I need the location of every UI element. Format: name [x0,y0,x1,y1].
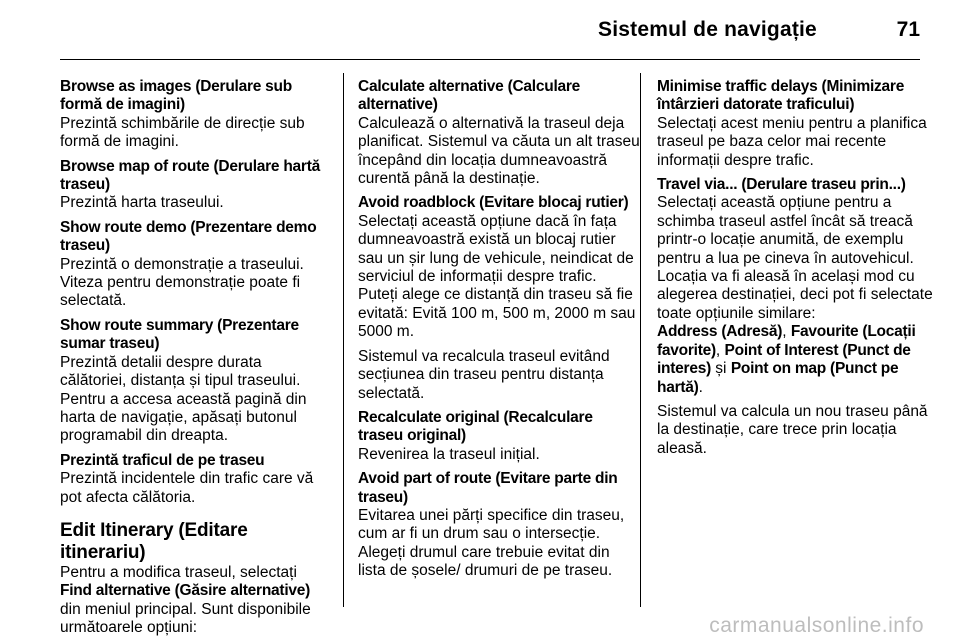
option-point-of-interest: Point of Interest (Punct de interes) [657,341,911,378]
find-alternative-term: Find alternative (Găsire alternative) [60,582,311,600]
separator: , [715,341,725,359]
section-text [60,564,328,638]
column-divider-2 [640,73,641,607]
entry-recalculate-original [358,409,640,464]
entry-title: Minimise traffic delays (Minimizare întârzieri datorate traficului) [657,78,905,114]
entry-title: Avoid roadblock (Evitare blocaj rutier) [358,194,629,212]
option-address: Address (Adresă) [657,323,783,341]
entry-minimise-traffic-delays [657,78,939,170]
entry-text: Selectați această opțiune dacă în fața dumneavoastră există un blocaj rutier sau un șir lung de vehicule, neindicat de serviciul de informații despre trafic. Puteți alege ce distanță din traseu să fie evitată: Evită 100 m, 500 m, 2000 m sau 5000 m. [358,212,636,341]
separator: și [711,360,731,378]
entry-title: Calculate alternative (Calculare alternative) [358,78,581,114]
entry-title: Prezintă traficul de pe traseu [60,451,265,469]
entry-title: Avoid part of route (Evitare parte din traseu) [358,470,618,506]
entry-title: Show route summary (Prezentare sumar traseu) [60,316,299,353]
entry-text: Prezintă o demonstrație a traseului. Viteza pentru demonstrație poate fi selectată. [60,255,304,310]
entry-travel-via [657,176,939,397]
section-text-before: Pentru a modifica traseul, selectați [60,563,297,581]
entry-show-route-demo [60,219,328,311]
entry-text: Evitarea unei părți specifice din traseu, cum ar fi un drum sau o intersecție. Alegeți drumul care trebuie evitat din lista de șosele/ drumuri de pe traseu. [358,506,625,580]
entry-avoid-part-of-route [358,470,640,580]
column-divider-1 [343,73,344,607]
column-2 [358,78,640,587]
page-number: 71 [896,18,920,41]
entry-route-traffic [60,452,328,507]
option-favourite: Favourite (Locații favorite) [657,323,916,359]
entry-avoid-roadblock [358,194,640,402]
sentence-end: . [698,378,703,396]
section-heading-edit-itinerary: Edit Itinerary (Editare itinerariu) [60,519,248,563]
section-text-after: din meniul principal. Sunt disponibile următoarele opțiuni: [60,600,311,637]
entry-title: Browse as images (Derulare sub formă de imagini) [60,78,292,114]
entry-browse-as-images [60,78,328,152]
entry-text: Calculează o alternativă la traseul deja planificat. Sistemul va căuta un alt traseu începând din locația dumneavoastră curentă până la destinație. [358,114,640,188]
option-point-on-map: Point on map (Punct pe hartă) [657,360,899,396]
entry-text: Prezintă incidentele din trafic care vă pot afecta călătoria. [60,470,314,506]
header-title: Sistemul de navigație [598,18,817,41]
column-1 [60,78,328,638]
entry-title: Show route demo (Prezentare demo traseu) [60,218,317,255]
column-3 [657,78,939,464]
header-rule [60,59,920,60]
entry-text-main: Selectați această opțiune pentru a schimba traseul astfel încât să treacă printr-o locație anumită, de exemplu pentru a lua pe cineva în autovehicul. Locația va fi aleasă în același mod cu alegerea destinației, deci pot fi selectate toate opțiunile similare: [657,194,933,322]
entry-browse-map-of-route [60,158,328,213]
entry-text-2: Sistemul va recalcula traseul evitând secțiunea din traseu pentru distanța selectată. [358,347,610,402]
closing-text: Sistemul va calcula un nou traseu până la destinație, care trece prin locația aleasă. [657,402,928,457]
entry-text: Prezintă schimbările de direcție sub formă de imagini. [60,114,305,151]
entry-text: Revenirea la traseul inițial. [358,445,540,463]
entry-text: Prezintă harta traseului. [60,194,224,212]
entry-title: Browse map of route (Derulare hartă traseu) [60,157,320,194]
watermark-text: carmanualsonline.info [709,614,924,637]
entry-show-route-summary [60,317,328,446]
page-header [60,0,920,60]
separator: , [782,323,791,341]
entry-title: Recalculate original (Recalculare traseu original) [358,408,593,445]
entry-title: Travel via... (Derulare traseu prin...) [657,176,906,194]
entry-calculate-alternative [358,78,640,188]
entry-text: Selectați acest meniu pentru a planifica traseul pe baza celor mai recente informații despre trafic. [657,114,927,169]
entry-text [657,194,939,396]
entry-text: Prezintă detalii despre durata călătoriei, distanța și tipul traseului. Pentru a accesa această pagină din harta de navigație, apăsați butonul programabil din dreapta. [60,353,307,445]
